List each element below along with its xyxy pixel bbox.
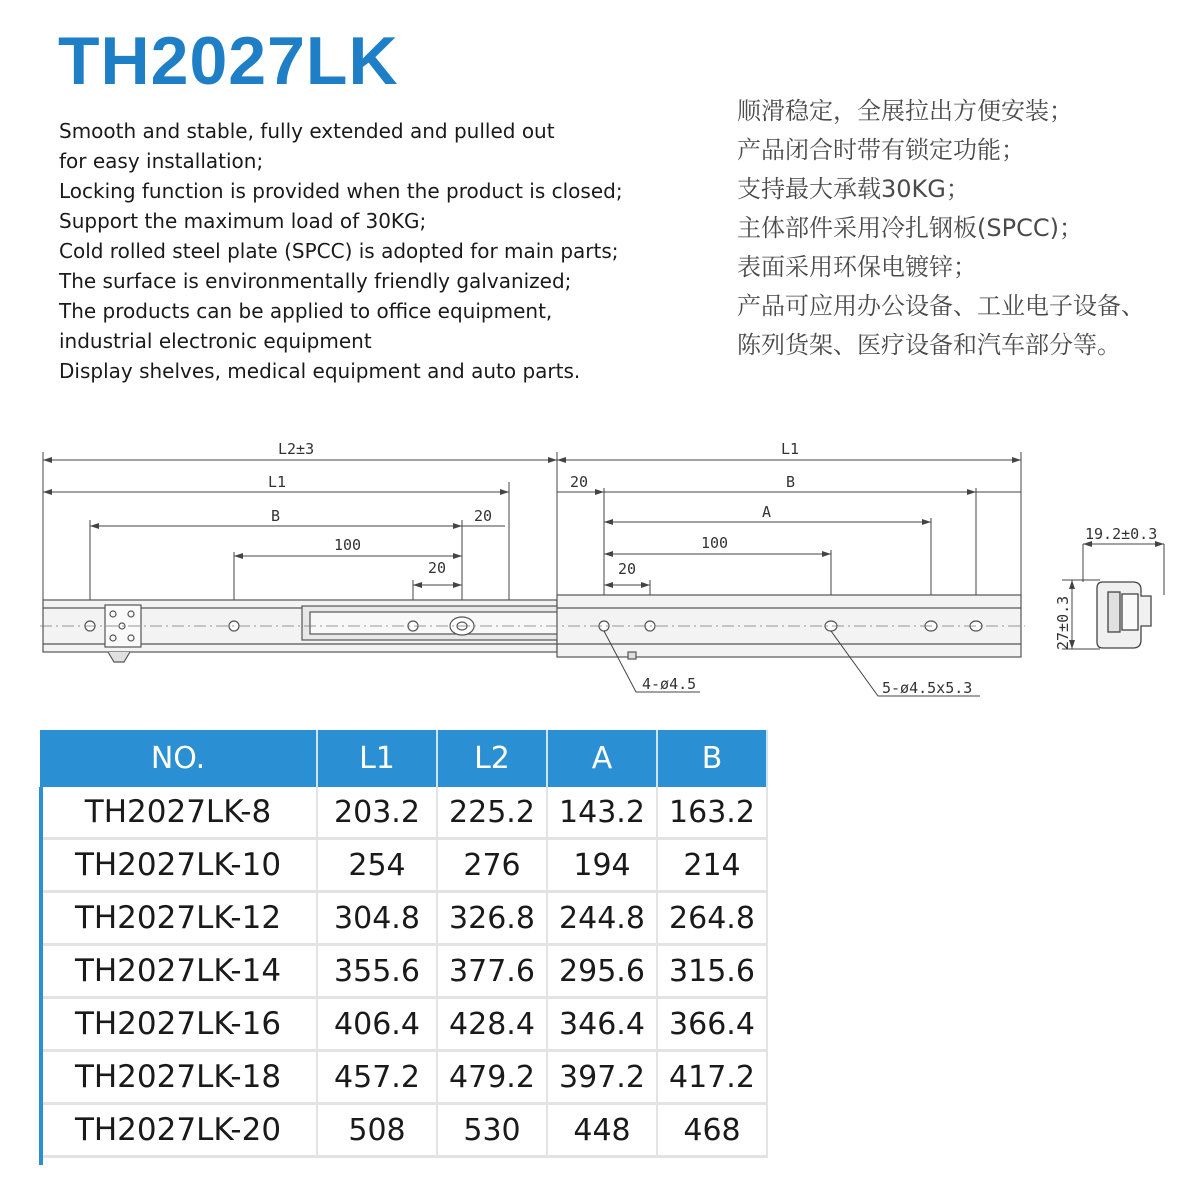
feature-en-line: Support the maximum load of 30KG; xyxy=(59,209,427,233)
cell-a: 448 xyxy=(547,1104,657,1157)
table-row xyxy=(40,945,767,998)
dim-label-height: 27±0.3 xyxy=(1054,595,1072,650)
cell-no: TH2027LK-16 xyxy=(40,998,317,1051)
cell-b: 366.4 xyxy=(657,998,767,1051)
dim-label-width: 19.2±0.3 xyxy=(1085,525,1158,543)
feature-cn-line: 产品闭合时带有锁定功能； xyxy=(737,136,1025,164)
dim-label-holes-round: 4-ø4.5 xyxy=(642,675,697,693)
feature-cn-line: 顺滑稳定，全展拉出方便安装； xyxy=(737,97,1073,125)
cell-no: TH2027LK-12 xyxy=(40,892,317,945)
feature-en-line: industrial electronic equipment xyxy=(59,329,372,353)
feature-en-line: The products can be applied to office equipment, xyxy=(59,299,553,323)
dim-label-b-right: B xyxy=(786,473,796,491)
header-a: A xyxy=(547,730,657,787)
dim-label-l1-right: L1 xyxy=(781,440,800,458)
cell-l2: 225.2 xyxy=(437,787,547,839)
table-row xyxy=(40,998,767,1051)
spec-table xyxy=(40,730,768,1158)
cell-a: 346.4 xyxy=(547,998,657,1051)
cell-no: TH2027LK-20 xyxy=(40,1104,317,1157)
header-b: B xyxy=(657,730,767,787)
feature-cn-line: 陈列货架、医疗设备和汽车部分等。 xyxy=(737,331,1121,359)
cell-b: 163.2 xyxy=(657,787,767,839)
cell-b: 214 xyxy=(657,839,767,892)
dim-label-l2: L2±3 xyxy=(278,440,315,458)
cell-no: TH2027LK-18 xyxy=(40,1051,317,1104)
table-row xyxy=(40,892,767,945)
cross-section-view xyxy=(1097,582,1151,648)
feature-en-line: Display shelves, medical equipment and auto parts. xyxy=(59,359,581,383)
dim-label-holes-slot: 5-ø4.5x5.3 xyxy=(882,679,973,697)
feature-cn-line: 产品可应用办公设备、工业电子设备、 xyxy=(737,292,1145,320)
cell-l1: 355.6 xyxy=(317,945,437,998)
cell-l1: 508 xyxy=(317,1104,437,1157)
cell-b: 468 xyxy=(657,1104,767,1157)
header-l1: L1 xyxy=(317,730,437,787)
feature-en-line: Locking function is provided when the product is closed; xyxy=(59,179,623,203)
dim-label-l1-left: L1 xyxy=(268,473,287,491)
table-row xyxy=(40,839,767,892)
dim-label-20-right-top: 20 xyxy=(570,473,589,491)
cell-l1: 406.4 xyxy=(317,998,437,1051)
cell-a: 143.2 xyxy=(547,787,657,839)
dim-label-20-left-small: 20 xyxy=(428,559,447,577)
cell-b: 315.6 xyxy=(657,945,767,998)
cell-a: 244.8 xyxy=(547,892,657,945)
header-l2: L2 xyxy=(437,730,547,787)
table-row xyxy=(40,1051,767,1104)
cell-l1: 203.2 xyxy=(317,787,437,839)
cell-l1: 304.8 xyxy=(317,892,437,945)
cell-l2: 530 xyxy=(437,1104,547,1157)
cell-l1: 457.2 xyxy=(317,1051,437,1104)
product-title: TH2027LK xyxy=(58,23,399,99)
feature-cn-line: 支持最大承载30KG； xyxy=(737,175,970,203)
cell-b: 417.2 xyxy=(657,1051,767,1104)
dim-label-b-left: B xyxy=(271,507,281,525)
cell-no: TH2027LK-10 xyxy=(40,839,317,892)
table-accent-bar xyxy=(39,787,43,1165)
dim-label-100-left: 100 xyxy=(334,536,362,554)
dim-label-100-right: 100 xyxy=(701,534,729,552)
cell-no: TH2027LK-14 xyxy=(40,945,317,998)
rail-left-view xyxy=(43,600,566,662)
feature-cn-line: 表面采用环保电镀锌； xyxy=(737,253,977,281)
feature-en-line: Smooth and stable, fully extended and pulled out xyxy=(59,119,555,143)
header-no: NO. xyxy=(40,730,317,787)
table-row xyxy=(40,787,767,839)
table-header-row xyxy=(40,730,767,787)
technical-drawing xyxy=(0,430,1200,720)
cell-a: 397.2 xyxy=(547,1051,657,1104)
cell-b: 264.8 xyxy=(657,892,767,945)
cell-l2: 428.4 xyxy=(437,998,547,1051)
cell-l2: 276 xyxy=(437,839,547,892)
table-row xyxy=(40,1104,767,1157)
cell-l1: 254 xyxy=(317,839,437,892)
cell-no: TH2027LK-8 xyxy=(40,787,317,839)
cell-a: 295.6 xyxy=(547,945,657,998)
cell-a: 194 xyxy=(547,839,657,892)
cell-l2: 479.2 xyxy=(437,1051,547,1104)
dim-label-20-left-top: 20 xyxy=(474,507,493,525)
features-english xyxy=(59,116,699,386)
feature-cn-line: 主体部件采用冷扎钢板(SPCC)； xyxy=(737,214,1083,242)
features-chinese xyxy=(737,92,1197,365)
cell-l2: 377.6 xyxy=(437,945,547,998)
rail-right-view xyxy=(557,595,1021,659)
cell-l2: 326.8 xyxy=(437,892,547,945)
dim-label-20-right-small: 20 xyxy=(618,560,637,578)
feature-en-line: Cold rolled steel plate (SPCC) is adopted for main parts; xyxy=(59,239,619,263)
feature-en-line: The surface is environmentally friendly galvanized; xyxy=(59,269,572,293)
feature-en-line: for easy installation; xyxy=(59,149,264,173)
dim-label-a-right: A xyxy=(762,503,772,521)
